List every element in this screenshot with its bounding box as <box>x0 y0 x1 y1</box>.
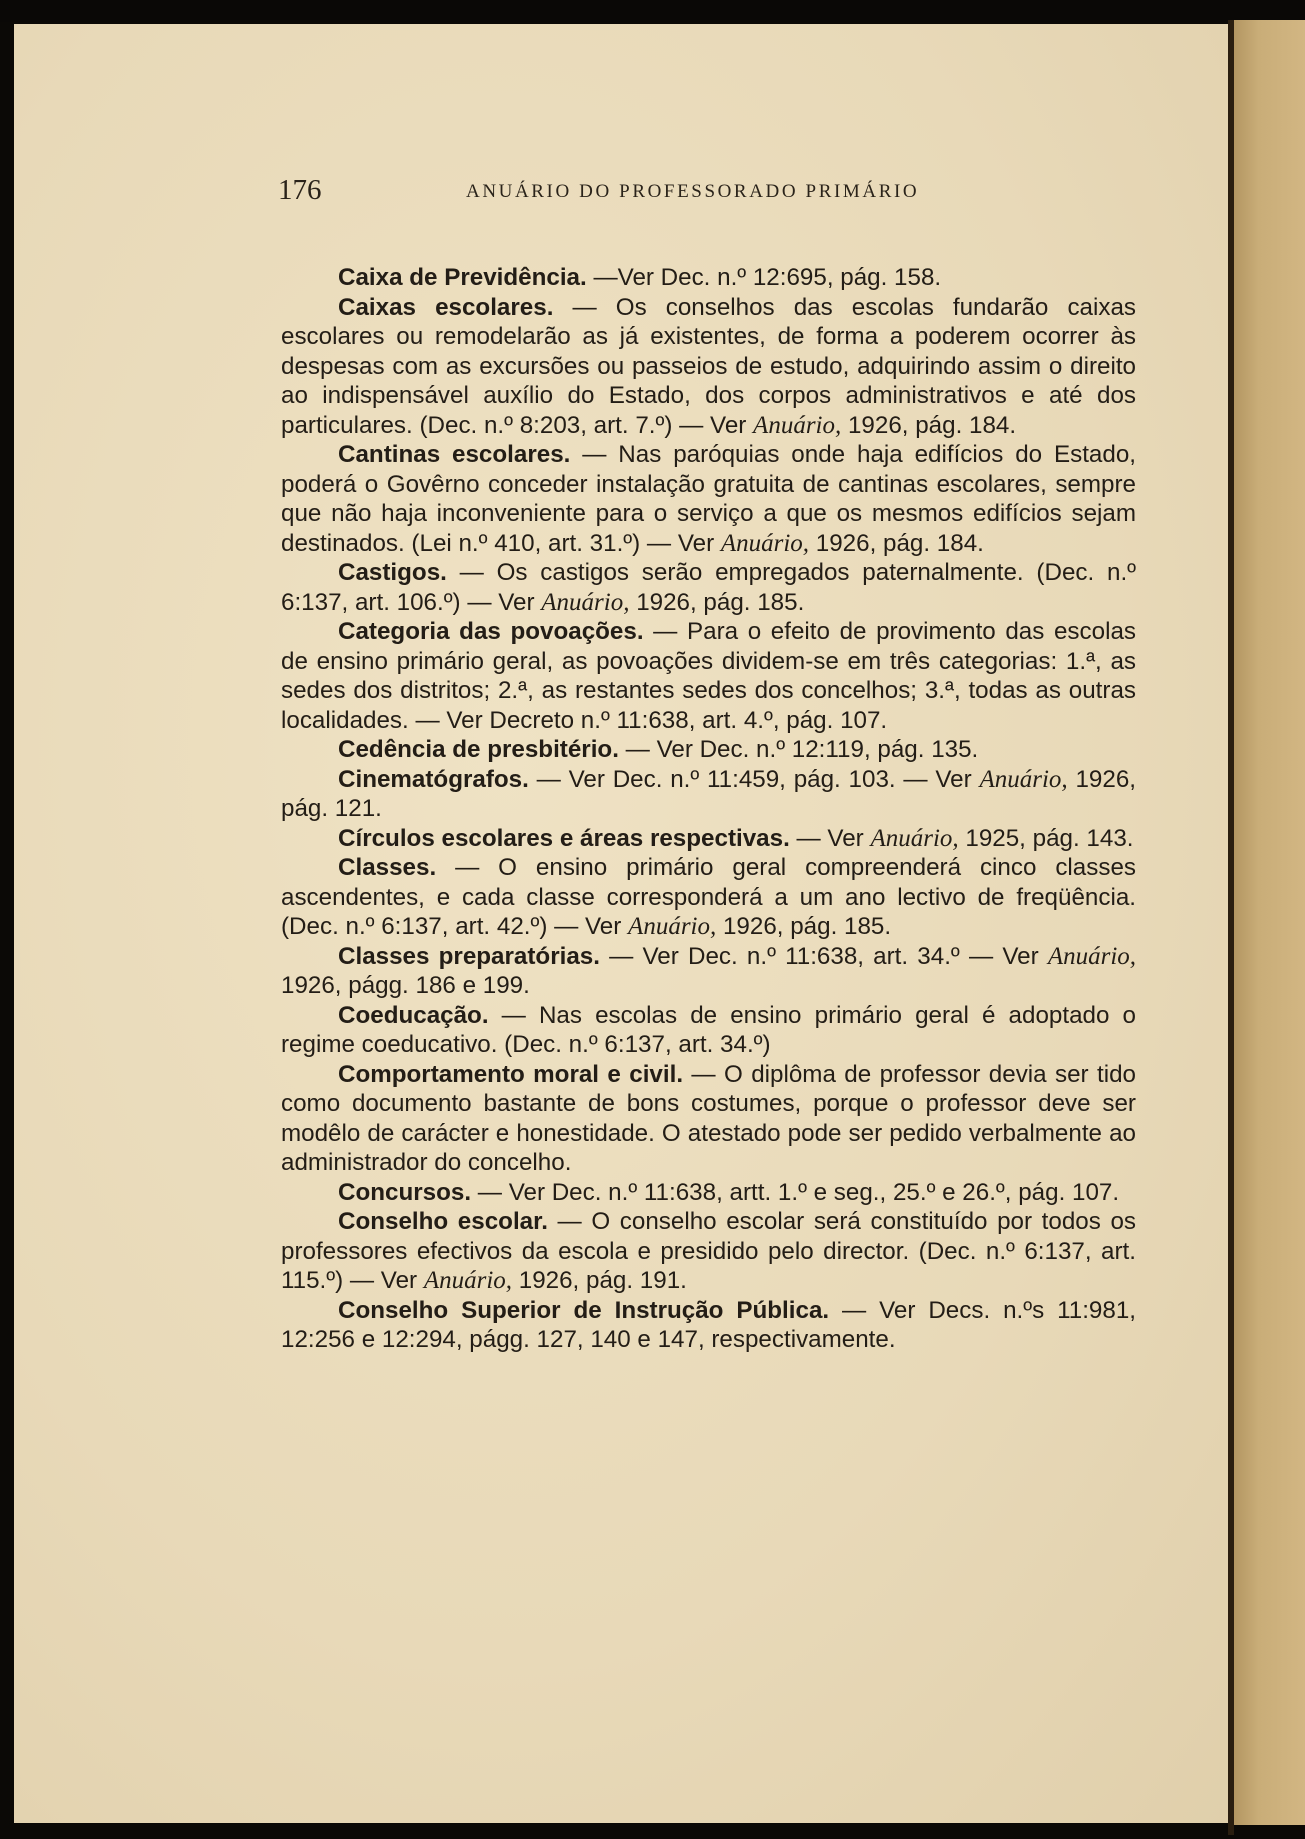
glossary-entry <box>281 617 1136 735</box>
glossary-entry <box>281 263 1136 293</box>
entry-term: Conselho escolar. <box>338 1208 548 1235</box>
entry-term: Cedência de presbitério. <box>338 736 619 763</box>
glossary-entry <box>281 1207 1136 1296</box>
entry-term: Classes. <box>338 854 437 881</box>
entry-italic-ref: Anuário, <box>720 529 810 557</box>
entry-definition: — Ver Dec. n.º 11:638, artt. 1.º e seg., 25.º e 26.º, pág. 107. <box>471 1178 1120 1206</box>
entry-definition: 1926, pág. 185. <box>716 913 892 940</box>
glossary-entry <box>281 942 1136 1001</box>
entry-italic-ref: Anuário, <box>979 765 1068 793</box>
entry-definition: — Os conselhos das escolas fundarão caixas escolares ou remodelarão as já existentes, de forma a poderem ocorrer às despesas com as excursões ou passeios de estudo, adquirindo assim o direito ao indispensável auxílio do Estado, dos corpos administrativos e até dos particulares. (Dec. n.º 8:203, art. 7.º) — Ver <box>281 293 1137 439</box>
entry-italic-ref: Anuário, <box>753 411 842 439</box>
entry-term: Círculos escolares e áreas respectivas. <box>338 824 790 852</box>
entry-definition: — Os castigos serão empregados paternalmente. (Dec. n.º 6:137, art. 106.º) — Ver <box>281 559 1136 616</box>
entry-definition: —Ver Dec. n.º 12:695, pág. 158. <box>586 264 942 291</box>
entry-definition: — Ver Decs. n.ºs 11:981, 12:256 e 12:294, págg. 127, 140 e 147, respectivamente. <box>281 1296 1136 1353</box>
entry-term: Comportamento moral e civil. <box>338 1060 684 1088</box>
entry-term: Conselho Superior de Instrução Pública. <box>338 1296 830 1324</box>
glossary-entry <box>281 1296 1136 1355</box>
facing-page-edge <box>1234 20 1305 1825</box>
glossary-body <box>281 263 1136 1355</box>
entry-italic-ref: Anuário, <box>423 1267 513 1294</box>
entry-term: Castigos. <box>338 559 447 586</box>
entry-definition: — O conselho escolar será constituído por todos os professores efectivos da escola e presidido pelo director. (Dec. n.º 6:137, art. 115.º) — Ver <box>281 1208 1137 1294</box>
entry-definition: 1925, pág. 143. <box>958 824 1134 852</box>
glossary-entry <box>281 735 1136 765</box>
entry-definition: — Nas paróquias onde haja edifícios do Estado, poderá o Govêrno conceder instalação gratuita de cantinas escolares, sempre que não haja inconveniente para o serviço a que os mesmos edifícios sejam destinados. (Lei n.º 410, art. 31.º) — Ver <box>281 441 1137 557</box>
page-number: 176 <box>278 174 322 206</box>
entry-definition: — Ver Dec. n.º 11:459, pág. 103. — Ver <box>528 765 980 793</box>
entry-term: Caixa de Previdência. <box>338 264 587 291</box>
entry-definition: 1926, págg. 186 e 199. <box>281 972 530 999</box>
entry-definition: — Ver Dec. n.º 11:638, art. 34.º — Ver <box>599 942 1048 970</box>
entry-term: Categoria das povoações. <box>338 618 644 645</box>
glossary-entry <box>281 1001 1136 1060</box>
entry-definition: — Ver <box>789 824 871 852</box>
entry-definition: 1926, pág. 121. <box>281 765 1137 822</box>
glossary-entry <box>281 765 1136 824</box>
entry-term: Cantinas escolares. <box>338 441 571 468</box>
glossary-entry <box>281 824 1136 854</box>
entry-italic-ref: Anuário, <box>870 824 959 852</box>
glossary-entry <box>281 1060 1136 1178</box>
glossary-entry <box>281 440 1136 558</box>
glossary-entry <box>281 1178 1136 1208</box>
entry-term: Caixas escolares. <box>338 293 554 321</box>
entry-italic-ref: Anuário, <box>628 913 717 940</box>
glossary-entry <box>281 558 1136 617</box>
entry-definition: — Ver Dec. n.º 12:119, pág. 135. <box>618 736 979 763</box>
glossary-entry <box>281 853 1136 942</box>
entry-definition: 1926, pág. 185. <box>629 588 805 616</box>
scan-border-top <box>0 0 1305 22</box>
entry-term: Classes preparatórias. <box>338 942 600 970</box>
entry-definition: — Para o efeito de provimento das escolas de ensino primário geral, as povoações dividem-se em três categorias: 1.ª, as sedes dos distritos; 2.ª, as restantes sedes dos concelhos; 3.ª, todas as outras localidades. — Ver Decreto n.º 11:638, art. 4.º, pág. 107. <box>281 618 1136 734</box>
entry-definition: — O ensino primário geral compreenderá cinco classes ascendentes, e cada classe corresponderá a um ano lectivo de freqüência. (Dec. n.º 6:137, art. 42.º) — Ver <box>281 854 1136 940</box>
page-header <box>278 174 1138 210</box>
entry-term: Cinematógrafos. <box>338 765 529 793</box>
entry-definition: 1926, pág. 184. <box>809 529 984 557</box>
entry-definition: 1926, pág. 184. <box>841 411 1017 439</box>
entry-definition: 1926, pág. 191. <box>512 1267 687 1294</box>
entry-definition: — Nas escolas de ensino primário geral é adoptado o regime coeducativo. (Dec. n.º 6:137, art. 34.º) <box>281 1001 1136 1058</box>
entry-italic-ref: Anuário, <box>541 588 630 616</box>
running-title: ANUÁRIO DO PROFESSORADO PRIMÁRIO <box>466 181 920 202</box>
entry-term: Coeducação. <box>338 1001 489 1029</box>
entry-term: Concursos. <box>338 1178 472 1206</box>
entry-definition: — O diplôma de professor devia ser tido como documento bastante de bons costumes, porque o professor deve ser modêlo de carácter e honestidade. O atestado pode ser pedido verbalmente ao administrador do concelho. <box>281 1060 1136 1176</box>
entry-italic-ref: Anuário, <box>1047 942 1137 970</box>
glossary-entry <box>281 293 1136 441</box>
